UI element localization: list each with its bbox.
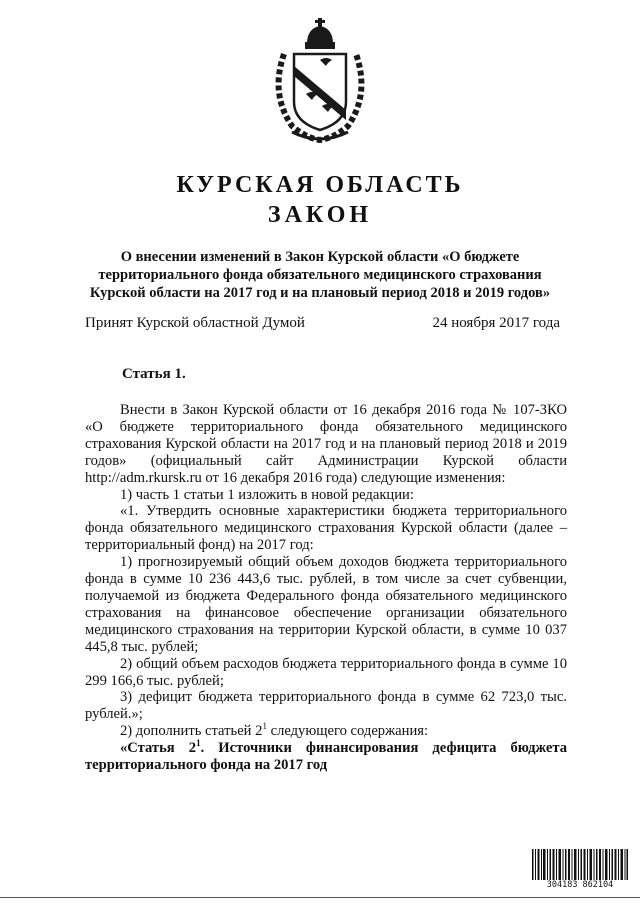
paragraph: 1) прогнозируемый общий объем доходов бюджета территориального фонда в сумме 10 236 443,6 тыс. рублей, в том числе за счет субвенции, получаемой из бюджета Федерального фонда обязательного медицинского страхования на финансовое обеспечение организации обязательного медицинского страхования на территории Курской области, в сумме 10 037 445,8 тыс. рублей; [85,554,567,655]
page-bottom-edge [0,897,640,898]
article-body [85,402,567,774]
paragraph: 2) общий объем расходов бюджета территориального фонда в сумме 10 299 166,6 тыс. рублей; [85,655,567,689]
barcode-number: 304183 862104 [532,880,628,890]
item2-text: 2) дополнить статьей 2 [120,723,263,740]
paragraph: 1) часть 1 статьи 1 изложить в новой редакции: [120,486,414,503]
new-article-text: . Источники финансирования дефицита бюджета территориального фонда на 2017 год [85,740,568,774]
region-title: КУРСКАЯ ОБЛАСТЬ [176,172,464,198]
law-title-line: территориального фонда обязательного медицинского страхования [98,267,542,283]
law-title [60,248,580,302]
article-heading: Статья 1. [122,366,186,382]
new-article-superscript: 1 [196,738,201,749]
new-article-prefix: «Статья 2 [120,740,197,757]
paragraph: «1. Утвердить основные характеристики бюджета территориального фонда обязательного медицинского страхования Курской области (далее – территориальный фонд) на 2017 год: [85,503,567,554]
paragraph: Внести в Закон Курской области от 16 декабря 2016 года № 107-ЗКО «О бюджете территориального фонда обязательного медицинского страхования Курской области на 2017 год и на плановый период 2018 и 2019 годов» (официальный сайт Администрации Курской области http://adm.rkursk.ru от 16 декабря 2016 года) следующие изменения: [85,402,567,486]
adopted-by: Принят Курской областной Думой [85,315,305,331]
item2-tail: следующего содержания: [266,723,429,740]
paragraph-item-2 [85,723,567,740]
law-title-line: О внесении изменений в Закон Курской области «О бюджете [120,249,520,265]
coat-of-arms-emblem [262,14,378,146]
adoption-date: 24 ноября 2017 года [432,315,560,331]
paragraph: 3) дефицит бюджета территориального фонда в сумме 62 723,0 тыс. рублей.»; [85,689,567,723]
document-type: ЗАКОН [267,202,373,228]
law-title-line: Курской области на 2017 год и на плановый период 2018 и 2019 годов» [89,285,551,301]
item2-superscript: 1 [262,721,267,732]
new-article-heading [85,740,567,774]
